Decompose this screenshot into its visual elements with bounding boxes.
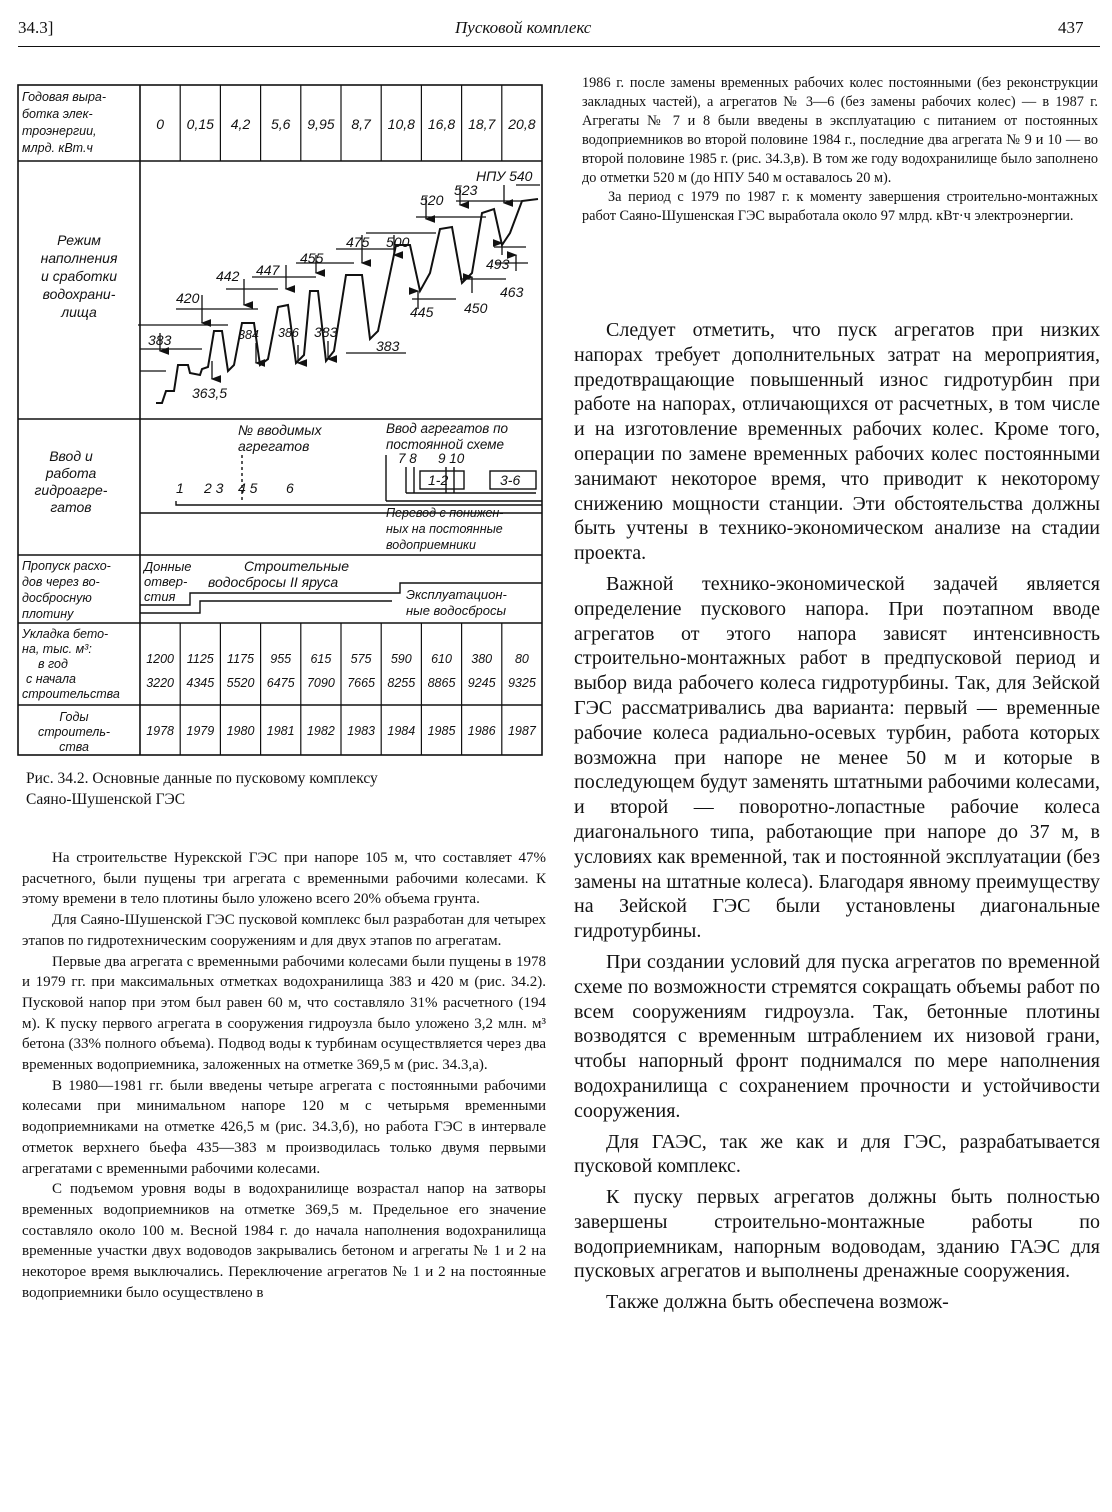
year-value: 1987	[507, 724, 536, 738]
level-mark: 384	[238, 328, 259, 342]
discharge-label: ные водосбросы	[406, 603, 507, 618]
output-value: 0	[156, 116, 164, 132]
output-value: 4,2	[230, 116, 251, 132]
output-value: 0,15	[186, 116, 214, 132]
row-label-line: досбросную	[22, 591, 92, 605]
year-value: 1983	[347, 724, 376, 738]
level-mark: НПУ 540	[476, 168, 533, 184]
concrete-year-value: 610	[431, 652, 452, 666]
concrete-year-value: 1200	[146, 652, 175, 666]
unit-number: 1	[176, 480, 184, 496]
concrete-year-value: 575	[350, 652, 372, 666]
row-label-line: Укладка бето-	[22, 627, 109, 641]
concrete-total-value: 7090	[306, 676, 335, 690]
concrete-total-value: 3220	[146, 676, 175, 690]
level-mark: 363,5	[192, 385, 228, 401]
row-label-line: водохрани-	[42, 286, 116, 302]
output-value: 5,6	[270, 116, 291, 132]
concrete-total-value: 6475	[266, 676, 295, 690]
row-label-line: Режим	[57, 232, 101, 248]
row-label-line: работа	[45, 465, 97, 481]
paragraph: На строительстве Нурекской ГЭС при напоре 105 м, что составляет 47% расчетного, были пущены три агрегата с временными рабочими колесами. К этому времени в тело плотины было уложено всего 20% объема грунта.	[22, 850, 546, 908]
row-label-reservoir	[41, 232, 118, 320]
units-row-labels	[176, 421, 520, 552]
row-label-line: Годы	[59, 710, 89, 724]
concrete-year-value: 615	[310, 652, 332, 666]
paragraph: Важной технико-экономической задачей является определение пускового напора. При поэтапном вводе агрегатов от этого напора зависят интенсивность строительно-монтажных работ в предпусковой период и выбор вида рабочего колеса гидротурбины. Так, для Зейской ГЭС рассматривались два варианта: первый — временные рабочие колеса радиально-осевых турбин, работа которых возможна при напоре не менее 50 м и которые в последующем будут заменять штатными рабочими колесами, и второй — поворотно-лопастные рабочие колеса диагонального типа, работающие при напоре до 37 м, в условиях как временной, так и постоянной эксплуатации (без замены на штатные колеса). Благодаря явному преимуществу на Зейской ГЭС были установлены диагональные гидротурбины.	[574, 572, 1100, 943]
figure-caption	[26, 768, 546, 810]
concrete-total-value: 5520	[226, 676, 255, 690]
row-label-line: с начала	[26, 672, 76, 686]
level-mark: 420	[176, 290, 200, 306]
right-column-top	[582, 74, 1098, 226]
level-mark: 445	[410, 304, 434, 320]
units-step-lines	[140, 455, 542, 513]
output-value: 8,7	[351, 116, 371, 132]
row-label-concrete	[21, 627, 120, 701]
row-label-line: лища	[61, 304, 97, 320]
level-mark: 493	[486, 256, 510, 272]
running-title: Пусковой комплекс	[455, 18, 592, 37]
output-value: 10,8	[387, 116, 415, 132]
level-mark: 520	[420, 192, 444, 208]
unit-number: 6	[286, 480, 294, 496]
discharge-label: Эксплуатацион-	[406, 587, 507, 602]
row-label-years	[38, 710, 110, 754]
discharge-label: Строительные	[244, 558, 350, 574]
units-label: 9 10	[438, 451, 465, 466]
row-label-line: дов через во-	[22, 575, 100, 589]
discharge-labels	[142, 558, 508, 618]
concrete-per-year	[146, 652, 529, 666]
row-label-line: млрд. кВт.ч	[22, 141, 93, 155]
level-mark: 500	[386, 234, 410, 250]
year-value: 1982	[306, 724, 335, 738]
output-values	[156, 116, 536, 132]
level-mark: 523	[454, 182, 478, 198]
discharge-label: отвер-	[144, 574, 188, 589]
level-mark: 450	[464, 300, 488, 316]
concrete-total-value: 9245	[467, 676, 496, 690]
concrete-year-value: 955	[270, 652, 292, 666]
row-label-line: гатов	[50, 499, 92, 515]
reservoir-marks	[148, 168, 533, 401]
level-mark: 383	[376, 338, 400, 354]
row-label-line: Годовая выра-	[22, 90, 107, 104]
unit-number: 1-2	[428, 472, 449, 488]
unit-number: 2 3	[204, 480, 224, 496]
units-label: постоянной схеме	[386, 437, 504, 452]
row-label-line: и сработки	[41, 268, 117, 284]
units-label: ных на постоянные	[386, 522, 503, 536]
row-label-line: ботка элек-	[22, 107, 93, 121]
paragraph: Для ГАЭС, так же как и для ГЭС, разрабатывается пусковой комплекс.	[574, 1130, 1100, 1178]
header-rule	[18, 46, 1100, 47]
row-label-output	[22, 90, 106, 155]
left-column	[22, 848, 546, 1303]
discharge-label: стия	[144, 589, 176, 604]
level-mark: 442	[216, 268, 240, 284]
level-mark: 383	[148, 332, 172, 348]
unit-number: 3-6	[500, 472, 521, 488]
row-label-discharge	[22, 559, 111, 621]
level-mark: 475	[346, 234, 370, 250]
year-value: 1984	[387, 724, 416, 738]
reservoir-level-guides	[138, 185, 540, 371]
year-value: 1985	[427, 724, 456, 738]
page-number: 437	[1058, 18, 1084, 37]
paragraph: Первые два агрегата с временными рабочими колесами были пущены в 1978 и 1979 гг. при максимальных отметках водохранилища 383 и 420 м (рис. 34.2). Пусковой напор при этом был равен 60 м, что составляло 31% расчетного (194 м). К пуску первого агрегата в сооружения гидроузла было уложено 3,2 млн. м³ бетона (33% полного объема). Подвод воды к турбинам осуществляется через два временных водоприемника, заложенных на отметке 369,5 м (рис. 34.3,а).	[22, 953, 546, 1074]
paragraph: 1986 г. после замены временных рабочих колес постоянными (без реконструкции закладных частей), а агрегатов № 3—6 (без замены рабочих колес) — в 1987 г. Агрегаты № 7 и 8 были введены в эксплуатацию с питанием от постоянных водоприемников во второй половине 1984 г., последние два агрегата № 9 и 10 — во второй половине 1985 г. (рис. 34.3,в). В том же году водохранилище было заполнено до отметки 520 м (до НПУ 540 м оставалось 20 м).	[582, 75, 1098, 186]
concrete-year-value: 80	[514, 652, 529, 666]
row-label-line: строитель-	[37, 725, 111, 739]
units-label: Перевод с понижен-	[386, 506, 504, 520]
paragraph: С подъемом уровня воды в водохранилище возрастал напор на затворы временных водоприемников на отметке 369,5 м. Предельное его значение составляло около 100 м. Весной 1984 г. до начала наполнения водохранилища временные участки двух водоводов закрывались бетоном и агрегаты № 1 и 2 на некоторое время выключались. Переключение агрегатов № 1 и 2 на постоянные водоприемники было осуществлено в	[22, 1181, 546, 1301]
discharge-label: водосбросы II яруса	[208, 574, 339, 590]
year-value: 1986	[467, 724, 496, 738]
paragraph: За период с 1979 по 1987 г. к моменту завершения строительно-монтажных работ Саяно-Шушенская ГЭС выработала около 97 млрд. кВт·ч электроэнергии.	[582, 189, 1098, 224]
figure-34-2	[16, 83, 544, 759]
output-value: 20,8	[508, 116, 536, 132]
row-label-line: Ввод и	[49, 448, 93, 464]
paragraph: Следует отметить, что пуск агрегатов при низких напорах требует дополнительных затрат на мероприятия, предотвращающие повышенный износ гидротурбин при работе на напорах, отличающихся от расчетных, в том числе и на изготовление временных рабочих колес. Кроме того, операции по замене временных рабочих колес постоянными занимают некоторое время, что приводит к некоторому снижению мощности станции. Эти обстоятельства должны быть учтены в технико-экономическом анализе на стадии проекта.	[574, 319, 1100, 565]
row-label-line: гидроагре-	[34, 482, 108, 498]
concrete-year-value: 380	[471, 652, 493, 666]
units-label: водоприемники	[386, 538, 476, 552]
level-mark: 463	[500, 284, 524, 300]
output-value: 9,95	[307, 116, 335, 132]
row-label-line: строительства	[22, 687, 120, 701]
row-label-line: на, тыс. м³:	[22, 642, 92, 656]
caption-line: Саяно-Шушенской ГЭС	[26, 791, 186, 808]
concrete-total-value: 4345	[186, 676, 215, 690]
concrete-year-value: 1175	[227, 652, 254, 666]
level-mark: 386	[278, 326, 299, 340]
paragraph: При создании условий для пуска агрегатов по временной схеме по возможности стремятся сокращать объемы работ по всем сооружениям гидроузла. Так, бетонные плотины возводятся с временным штраблением их низовой грани, чтобы напорный фронт поднимался по мере наполнения водохранилища с сохранением прочности и устойчивости сооружения.	[574, 950, 1100, 1122]
row-label-line: в год	[38, 657, 68, 671]
row-label-units	[35, 448, 108, 515]
concrete-total-value: 8255	[387, 676, 416, 690]
output-value: 18,7	[468, 116, 496, 132]
row-label-line: ства	[59, 740, 89, 754]
output-value: 16,8	[427, 116, 456, 132]
row-label-line: Пропуск расхо-	[22, 559, 111, 573]
paragraph: К пуску первых агрегатов должны быть полностью завершены строительно-монтажные работы по водоприемникам, напорным водоводам, зданию ГАЭС для пусковых агрегатов и выполнены дренажные сооружения.	[574, 1186, 1100, 1283]
units-label: агрегатов	[238, 438, 310, 454]
concrete-year-value: 1125	[186, 652, 214, 666]
unit-number: 4 5	[238, 480, 258, 496]
concrete-total-value: 8865	[427, 676, 456, 690]
paragraph: Также должна быть обеспечена возмож-	[606, 1291, 949, 1314]
row-label-line: плотину	[22, 607, 74, 621]
concrete-total-value: 9325	[507, 676, 536, 690]
concrete-year-value: 590	[390, 652, 412, 666]
units-label: № вводимых	[238, 422, 322, 438]
paragraph: В 1980—1981 гг. были введены четыре агрегата с постоянными рабочими колесами при минимальном напоре 120 м с четырьмя временными водоприемниками на отметке 426,5 м (рис. 34.3,б), но работа ГЭС в интервале отметок верхнего бьефа 435—383 м производилась только двумя первыми агрегатами с временными рабочими колесами.	[22, 1077, 546, 1177]
concrete-total-value: 7665	[347, 676, 376, 690]
level-mark: 447	[256, 262, 280, 278]
paragraph: Для Саяно-Шушенской ГЭС пусковой комплекс был разработан для четырех этапов по гидротехническим сооружениям и для двух этапов по агрегатам.	[22, 912, 546, 949]
year-value: 1978	[146, 724, 175, 738]
caption-line: Рис. 34.2. Основные данные по пусковому комплексу	[26, 770, 378, 787]
units-label: Ввод агрегатов по	[386, 421, 509, 436]
year-value: 1981	[266, 724, 295, 738]
units-label: 7 8	[398, 451, 417, 466]
discharge-label: Донные	[144, 559, 192, 574]
right-column	[574, 318, 1100, 1321]
level-mark: 383	[314, 324, 338, 340]
row-label-line: наполнения	[40, 250, 118, 266]
level-mark: 455	[300, 250, 324, 266]
year-value: 1980	[226, 724, 255, 738]
year-value: 1979	[186, 724, 215, 738]
section-number: 34.3]	[18, 18, 54, 37]
row-label-line: троэнергии,	[22, 124, 97, 138]
